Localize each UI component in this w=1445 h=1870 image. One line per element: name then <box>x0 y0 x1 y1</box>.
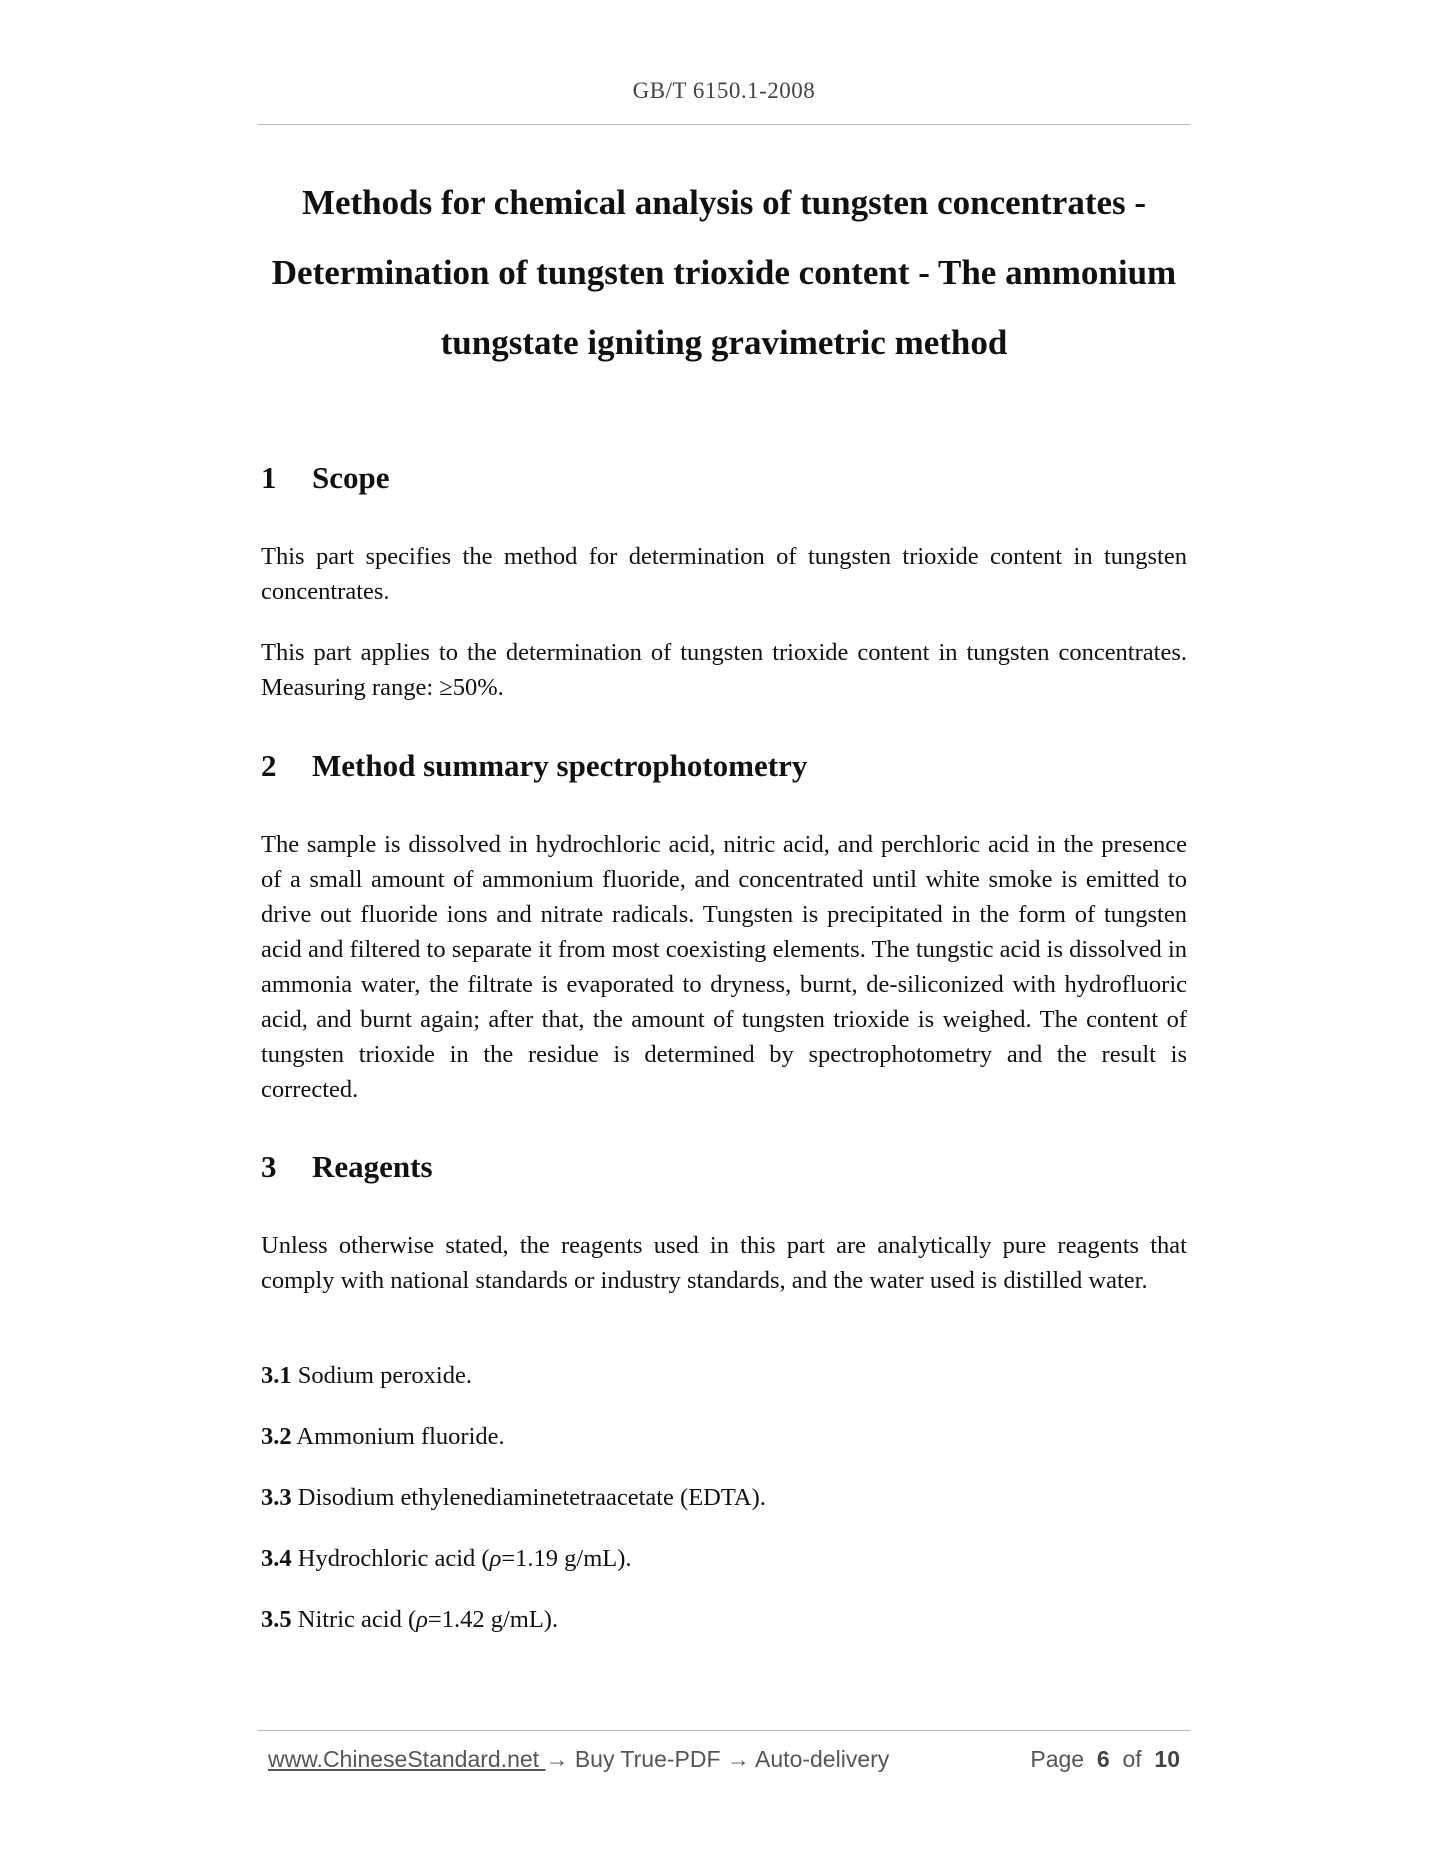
section-heading-method-summary <box>261 746 807 786</box>
current-page: 6 <box>1096 1746 1110 1772</box>
paragraph: This part applies to the determination of tungsten trioxide content in tungsten concentrates. Measuring range: ≥50%. <box>261 639 1187 701</box>
section-title: Reagents <box>312 1149 433 1184</box>
section-heading-scope <box>261 458 390 498</box>
title-line-3: tungstate igniting gravimetric method <box>440 323 1008 362</box>
section-title: Method summary spectrophotometry <box>312 748 808 783</box>
arrow-right-icon: → <box>726 1746 750 1772</box>
reagent-number: 3.4 <box>261 1545 292 1572</box>
reagent-text: =1.19 g/mL). <box>501 1545 632 1572</box>
footer-promo <box>268 1746 889 1773</box>
density-symbol: ρ <box>416 1606 428 1633</box>
page-footer <box>268 1746 1180 1780</box>
delivery-text: Auto-delivery <box>749 1746 890 1772</box>
reagent-item <box>261 1602 558 1637</box>
reagent-number: 3.1 <box>261 1362 292 1389</box>
total-pages: 10 <box>1154 1746 1180 1772</box>
document-code-header: GB/T 6150.1-2008 <box>632 78 816 103</box>
reagent-number: 3.5 <box>261 1606 292 1633</box>
reagent-item <box>261 1419 505 1454</box>
section-number: 3 <box>261 1149 277 1184</box>
arrow-right-icon: → <box>545 1746 569 1772</box>
title-line-1: Methods for chemical analysis of tungsten concentrates - <box>301 183 1147 222</box>
reagent-text: Ammonium fluoride. <box>296 1423 505 1450</box>
footer-divider <box>258 1730 1190 1731</box>
reagent-text: Disodium ethylenediaminetetraacetate (EDTA). <box>297 1484 766 1511</box>
reagent-text: Hydrochloric acid ( <box>297 1545 490 1572</box>
reagent-text: =1.42 g/mL). <box>427 1606 559 1633</box>
density-symbol: ρ <box>489 1545 502 1572</box>
title-line-2: Determination of tungsten trioxide content - The ammonium <box>271 253 1177 292</box>
reagent-item <box>261 1480 766 1515</box>
section-title: Scope <box>312 460 390 495</box>
document-title <box>258 168 1190 378</box>
of-word: of <box>1122 1746 1142 1772</box>
site-link[interactable]: www.ChineseStandard.net <box>268 1746 546 1772</box>
buy-text: Buy True-PDF <box>568 1746 727 1772</box>
reagent-number: 3.3 <box>261 1484 292 1511</box>
header-divider <box>258 124 1190 125</box>
reagent-number: 3.2 <box>261 1423 292 1450</box>
reagent-item <box>261 1541 632 1576</box>
section-heading-reagents <box>261 1147 433 1187</box>
reagent-text: Sodium peroxide. <box>297 1362 472 1389</box>
paragraph: This part specifies the method for determination of tungsten trioxide content in tungsten concentrates. <box>261 543 1187 605</box>
section-number: 2 <box>261 748 277 783</box>
section-number: 1 <box>261 460 277 495</box>
reagent-text: Nitric acid ( <box>297 1606 417 1633</box>
page-word: Page <box>1030 1746 1085 1772</box>
page-indicator <box>1030 1746 1180 1773</box>
paragraph: Unless otherwise stated, the reagents used in this part are analytically pure reagents that comply with national standards or industry standards, and the water used is distilled water. <box>261 1232 1187 1294</box>
paragraph: The sample is dissolved in hydrochloric acid, nitric acid, and perchloric acid in the presence of a small amount of ammonium fluoride, and concentrated until white smoke is emitted to drive out fluoride ions and nitrate radicals. Tungsten is precipitated in the form of tungsten acid and filtered to separate it from most coexisting elements. The tungstic acid is dissolved in ammonia water, the filtrate is evaporated to dryness, burnt, de-siliconized with hydrofluoric acid, and burnt again; after that, the amount of tungsten trioxide is weighed. The content of tungsten trioxide in the residue is determined by spectrophotometry and the result is corrected. <box>261 831 1187 1103</box>
reagent-item <box>261 1358 472 1393</box>
